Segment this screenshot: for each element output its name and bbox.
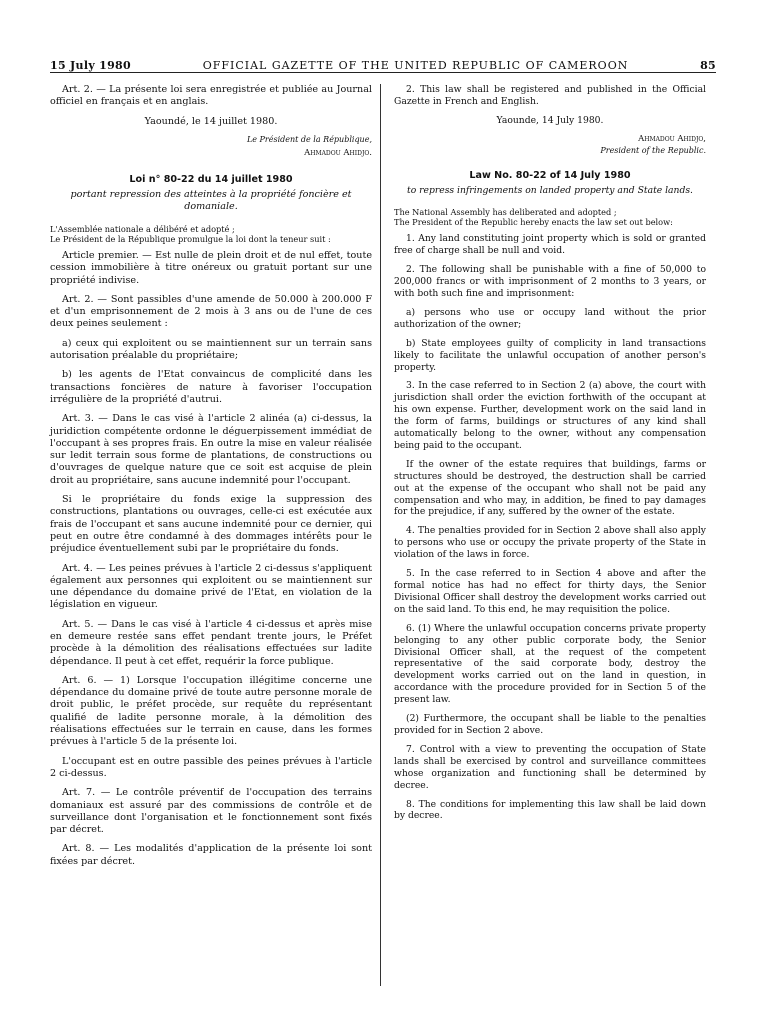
gazette-title: OFFICIAL GAZETTE OF THE UNITED REPUBLIC OF CAMEROON	[202, 59, 629, 72]
fr-article-2-a: a) ceux qui exploitent ou se maintiennent sur un terrain sans autorisation préalable du propriétaire;	[50, 337, 372, 362]
en-section-8: 8. The conditions for implementing this law shall be laid down by decree.	[394, 798, 706, 822]
french-column	[50, 84, 372, 875]
en-preamble-2: The President of the Republic hereby enacts the law set out below:	[394, 217, 673, 228]
fr-article-6-b: L'occupant est en outre passible des peines prévues à l'article 2 ci-dessus.	[50, 755, 372, 779]
page-number: 85	[700, 59, 716, 72]
en-section-2-a: a) persons who use or occupy land without the prior authorization of the owner;	[394, 306, 706, 330]
fr-law-subtitle: portant repression des atteintes à la propriété foncière et domaniale.	[70, 188, 352, 213]
en-section-4: 4. The penalties provided for in Section 2 above shall also apply to persons who use or occupy the private property of the State in violation of the laws in force.	[394, 525, 706, 561]
page-header	[50, 50, 716, 73]
column-divider	[380, 84, 381, 986]
en-section-2-publication: 2. This law shall be registered and published in the Official Gazette in French and English.	[394, 84, 706, 107]
fr-article-5: Art. 5. — Dans le cas visé à l'article 4 ci-dessus et après mise en demeure restée sans effet pendant trente jours, le Préfet procède à la démolition des réalisations effectuées sur ladite dépendance. Il peut à cet effet, requérir la force publique.	[50, 618, 372, 667]
en-law-title: Law No. 80-22 of 14 July 1980	[469, 170, 631, 182]
fr-article-3-b: Si le propriétaire du fonds exige la suppression des constructions, plantations ou ouvrages, celle-ci est exécutée aux frais de l'occupant et sans aucune indemnité pour ce dernier, qui peut en outre être condamné à des dommages intérêts pour le préjudice éventuellement subi par le propriétaire du fonds.	[50, 494, 372, 555]
en-section-2-b: b) State employees guilty of complicity in land transactions likely to facilitate the unlawful occupation of another person's property.	[394, 337, 706, 373]
en-section-3: 3. In the case referred to in Section 2 (a) above, the court with jurisdiction shall order the eviction forthwith of the occupant at his own expense. Further, development work on the said land in the form of farms, buildings or structures of any kind shall automatically belong to the owner, without any compensation being paid to the occupant.	[394, 380, 706, 451]
fr-date-line: Yaoundé, le 14 juillet 1980.	[144, 115, 278, 127]
en-law-subtitle: to repress infringements on landed property and State lands.	[407, 185, 693, 197]
fr-article-2: Art. 2. — Sont passibles d'une amende de 50.000 à 200.000 F et d'un emprisonnement de 2 mois à 3 ans ou de l'une de ces deux peines seulement :	[50, 293, 372, 330]
fr-article-6: Art. 6. — 1) Lorsque l'occupation illégitime concerne une dépendance du domaine privé de toute autre personne morale de droit public, le préfet procède, sur requête du représentant qualifié de ladite personne morale, à la démolition des réalisations effectuées sur le terrain en cause, dans les formes prévues à l'article 5 de la présente loi.	[50, 674, 372, 748]
english-column	[394, 84, 706, 829]
fr-preamble-1: L'Assemblée nationale a délibéré et adopté ;	[50, 223, 235, 234]
en-section-1: 1. Any land constituting joint property which is sold or granted free of charge shall be null and void.	[394, 233, 706, 257]
en-preamble-1: The National Assembly has deliberated and adopted ;	[394, 206, 617, 217]
en-section-5: 5. In the case referred to in Section 4 above and after the formal notice has had no effect for thirty days, the Senior Divisional Officer shall destroy the development works carried out on the said land. To this end, he may requisition the police.	[394, 568, 706, 615]
en-section-2: 2. The following shall be punishable with a fine of 50,000 to 200,000 francs or with imprisonment of 2 months to 3 years, or with both such fine and imprisonment:	[394, 264, 706, 299]
en-president-name: Ahmadou Ahidjo,	[638, 133, 706, 144]
en-section-3-b: If the owner of the estate requires that buildings, farms or structures should be destroyed, the destruction shall be carried out at the expense of the occupant who shall not be paid any compensation and who may, in addition, be fined to pay damages for the prejudice, if any, suffered by the owner of the estate.	[394, 458, 706, 518]
header-date: 15 July 1980	[50, 59, 131, 72]
fr-article-4: Art. 4. — Les peines prévues à l'article 2 ci-dessus s'appliquent également aux personnes qui exploitent ou se maintiennent sur une dépendance du domaine privé de l'Etat, en violation de la législation en vigueur.	[50, 562, 372, 611]
fr-article-3: Art. 3. — Dans le cas visé à l'article 2 alinéa (a) ci-dessus, la juridiction compétente ordonne le déguerpissement immédiat de l'occupant à ses propres frais. En outre la mise en valeur réalisée sur ledit terrain sous forme de plantations, de constructions ou d'ouvrages de quelque nature que ce soit est acquise de plein droit au propriétaire, sans aucune indemnité pour l'occupant.	[50, 413, 372, 486]
en-section-6: 6. (1) Where the unlawful occupation concerns private property belonging to any other public corporate body, the Senior Divisional Officer shall, at the request of the competent representative of the said corporate body, destroy the development works carried out on the land in question, in accordance with the procedure provided for in Section 5 of the present law.	[394, 622, 706, 706]
fr-president-name: Ahmadou Ahidjo.	[304, 148, 372, 159]
fr-art-2-publication: Art. 2. — La présente loi sera enregistrée et publiée au Journal officiel en français et en anglais.	[50, 84, 372, 108]
fr-preamble-2: Le Président de la République promulgue la loi dont la teneur suit :	[50, 233, 331, 244]
fr-article-8: Art. 8. — Les modalités d'application de la présente loi sont fixées par décret.	[50, 843, 372, 867]
fr-article-7: Art. 7. — Le contrôle préventif de l'occupation des terrains domaniaux est assuré par des commissions de contrôle et de surveillance dont l'organisation et le fonctionnement sont fixés par décret.	[50, 787, 372, 836]
fr-article-1: Article premier. — Est nulle de plein droit et de nul effet, toute cession immobilière à titre onéreux ou gratuit portant sur une propriété indivise.	[50, 249, 372, 286]
en-date-line: Yaounde, 14 July 1980.	[496, 114, 604, 126]
en-section-6-b: (2) Furthermore, the occupant shall be liable to the penalties provided for in Section 2 above.	[394, 713, 706, 736]
fr-law-title: Loi n° 80-22 du 14 juillet 1980	[129, 173, 293, 185]
fr-article-2-b: b) les agents de l'Etat convaincus de complicité dans les transactions foncières de nature à favoriser l'occupation irrégulière de la propriété d'autrui.	[50, 369, 372, 405]
en-section-7: 7. Control with a view to preventing the occupation of State lands shall be exercised by control and surveillance committees whose organization and functioning shall be determined by decree.	[394, 743, 706, 791]
fr-president-title: Le Président de la République,	[246, 134, 372, 144]
en-president-title: President of the Republic.	[600, 145, 706, 155]
